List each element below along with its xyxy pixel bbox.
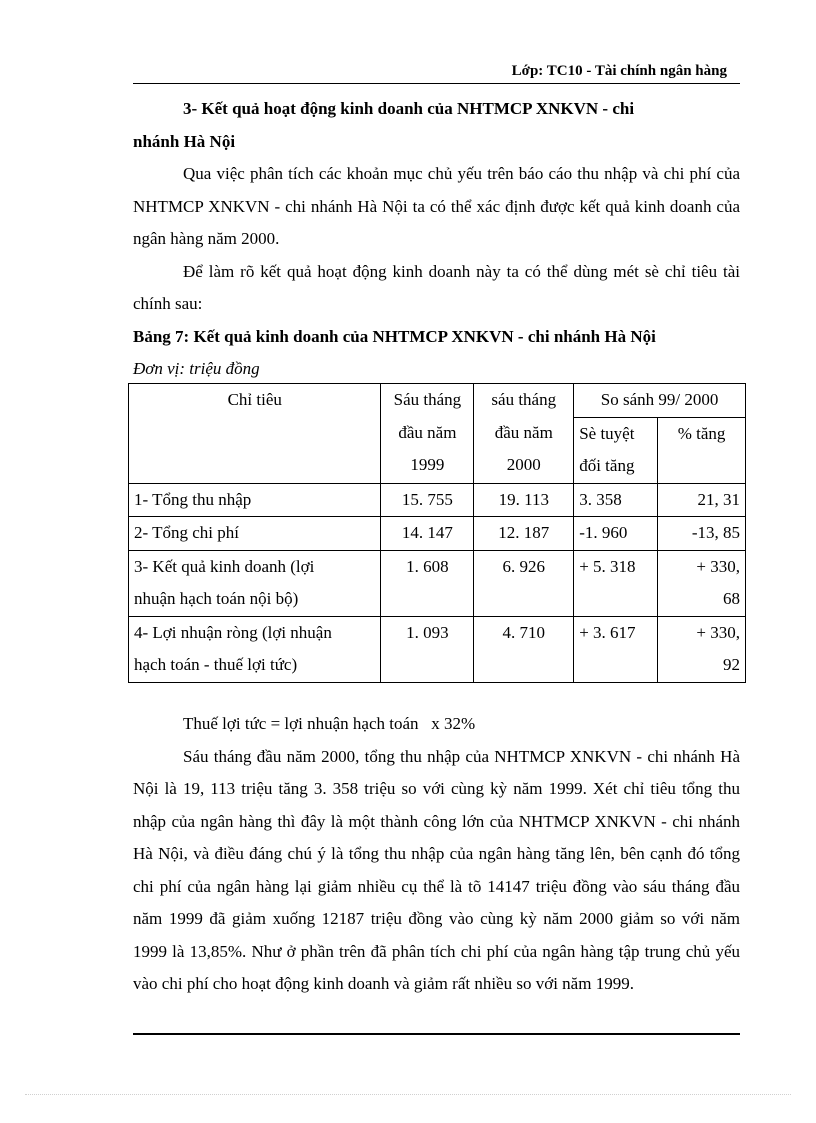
table-row bbox=[129, 616, 746, 682]
table-row bbox=[129, 483, 746, 517]
table-row bbox=[129, 550, 746, 616]
row-label bbox=[129, 616, 381, 682]
header-divider bbox=[133, 83, 740, 84]
cell-pct: -13, 85 bbox=[658, 517, 746, 551]
cell-pct-l1: + 330, bbox=[696, 556, 740, 576]
header-1999 bbox=[381, 384, 474, 484]
results-table bbox=[128, 383, 746, 683]
page-header: Lớp: TC10 - Tài chính ngân hàng bbox=[511, 63, 727, 79]
paragraph-1: Qua việc phân tích các khoản mục chủ yếu trên báo cáo thu nhập và chi phí của NHTMCP XNKVN - chi nhánh Hà Nội ta có thể xác định được kết quả kinh doanh của ngân hàng năm 2000. bbox=[133, 164, 740, 248]
header-indicator: Chỉ tiêu bbox=[129, 384, 381, 484]
header-compare: So sánh 99/ 2000 bbox=[574, 384, 746, 418]
cell-1999: 14. 147 bbox=[381, 517, 474, 551]
section-heading-line1: 3- Kết quả hoạt động kinh doanh của NHTMCP XNKVN - chi bbox=[183, 99, 635, 118]
tax-formula: Thuế lợi tức = lợi nhuận hạch toán x 32% bbox=[183, 714, 476, 733]
document-body-continued bbox=[133, 708, 740, 1001]
header-abs-l2: đối tăng bbox=[579, 456, 635, 475]
cell-pct-l2: 68 bbox=[723, 589, 740, 608]
table-unit: Đơn vị: triệu đồng bbox=[133, 359, 260, 378]
section-heading-cont bbox=[133, 126, 740, 159]
row-label-l2: nhuận hạch toán nội bộ) bbox=[134, 589, 299, 608]
row-label-l1: 3- Kết quả kinh doanh (lợi bbox=[134, 556, 315, 576]
header-2000-l2: đầu năm bbox=[494, 422, 553, 442]
cell-1999: 1. 608 bbox=[381, 550, 474, 616]
cell-pct: 21, 31 bbox=[658, 483, 746, 517]
section-heading-line2: nhánh Hà Nội bbox=[133, 131, 236, 151]
header-1999-l2: đầu năm bbox=[398, 422, 457, 442]
cell-pct bbox=[658, 550, 746, 616]
document-body bbox=[133, 93, 740, 386]
paragraph-3: Sáu tháng đầu năm 2000, tổng thu nhập của NHTMCP XNKVN - chi nhánh Hà Nội là 19, 113 triệu tăng 3. 358 triệu so với cùng kỳ năm 1999. Xét chỉ tiêu tổng thu nhập của ngân hàng thì đây là một thành công lớn của NHTMCP XNKVN - chi nhánh Hà Nội, và điều đáng chú ý là tổng thu nhập của ngân hàng tăng lên, bên cạnh đó tổng chi phí của ngân hàng lại giảm nhiều cụ thể là tõ 14147 triệu đồng vào sáu tháng đầu năm 1999 đã giảm xuống 12187 triệu đồng vào cùng kỳ năm 2000 giảm so với năm 1999 là 13,85%. Như ở phần trên đã phân tích chi phí của ngân hàng tập trung chủ yếu vào chi phí cho hoạt động kinh doanh và giảm rất nhiều so với năm 1999. bbox=[133, 746, 740, 993]
cell-pct bbox=[658, 616, 746, 682]
header-2000 bbox=[474, 384, 574, 484]
table-header-row bbox=[129, 384, 746, 418]
cell-1999: 1. 093 bbox=[381, 616, 474, 682]
table-title: Bảng 7: Kết quả kinh doanh của NHTMCP XNKVN - chi nhánh Hà Nội bbox=[133, 326, 656, 346]
header-2000-l1: sáu tháng bbox=[491, 390, 557, 409]
cell-abs: + 3. 617 bbox=[574, 616, 658, 682]
header-abs-l1: Sè tuyệt bbox=[579, 423, 635, 443]
header-1999-l3: 1999 bbox=[410, 455, 445, 474]
header-1999-l1: Sáu tháng bbox=[393, 390, 462, 409]
cell-abs: + 5. 318 bbox=[574, 550, 658, 616]
paragraph-2: Để làm rõ kết quả hoạt động kinh doanh này ta có thể dùng mét sè chỉ tiêu tài chính sau: bbox=[133, 261, 740, 313]
cell-2000: 12. 187 bbox=[474, 517, 574, 551]
cell-2000: 6. 926 bbox=[474, 550, 574, 616]
row-label: 1- Tổng thu nhập bbox=[129, 483, 381, 517]
row-label bbox=[129, 550, 381, 616]
header-abs bbox=[574, 417, 658, 483]
cell-2000: 19. 113 bbox=[474, 483, 574, 517]
cell-abs: 3. 358 bbox=[574, 483, 658, 517]
cell-abs: -1. 960 bbox=[574, 517, 658, 551]
header-2000-l3: 2000 bbox=[506, 455, 541, 474]
header-pct: % tăng bbox=[658, 417, 746, 483]
row-label-l2: hạch toán - thuế lợi tức) bbox=[134, 655, 298, 674]
row-label: 2- Tổng chi phí bbox=[129, 517, 381, 551]
section-heading bbox=[133, 93, 740, 126]
cell-2000: 4. 710 bbox=[474, 616, 574, 682]
row-label-l1: 4- Lợi nhuận ròng (lợi nhuận bbox=[134, 622, 332, 642]
cell-1999: 15. 755 bbox=[381, 483, 474, 517]
table-row bbox=[129, 517, 746, 551]
cell-pct-l1: + 330, bbox=[696, 622, 740, 642]
cell-pct-l2: 92 bbox=[723, 655, 740, 674]
footer-divider bbox=[133, 1033, 740, 1035]
page-edge bbox=[25, 1094, 791, 1095]
